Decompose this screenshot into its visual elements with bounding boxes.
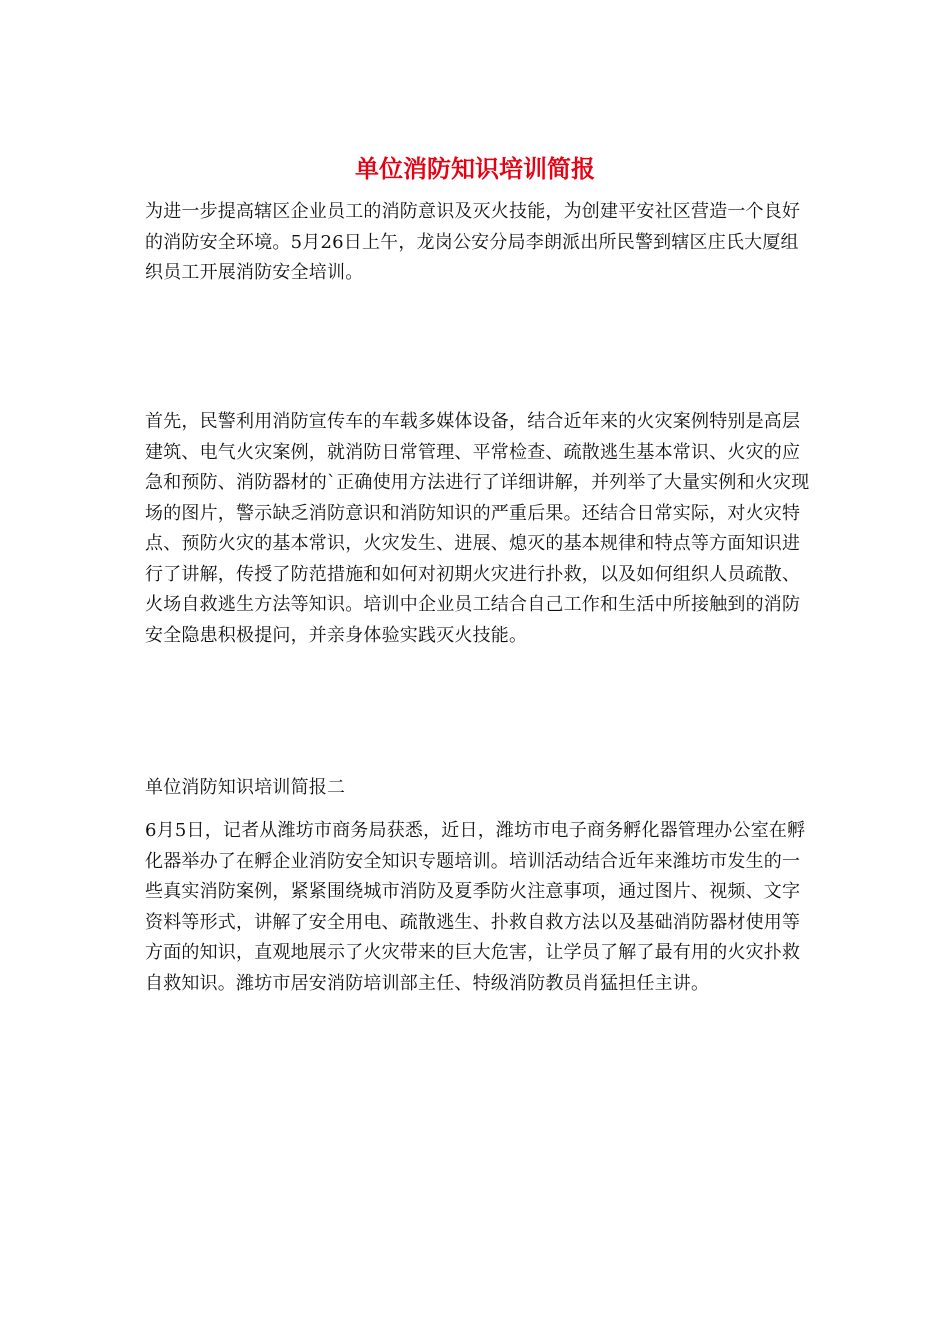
second-report-paragraph: 6月5日，记者从潍坊市商务局获悉，近日，潍坊市电子商务孵化器管理办公室在孵化器举办了在孵企业消防安全知识专题培训。培训活动结合近年来潍坊市发生的一些真实消防案例，紧紧围绕城市消防及夏季防火注意事项，通过图片、视频、文字资料等形式，讲解了安全用电、疏散逃生、扑救自救方法以及基础消防器材使用等方面的知识，直观地展示了火灾带来的巨大危害，让学员了解了最有用的火灾扑救自救知识。潍坊市居安消防培训部主任、特级消防教员肖猛担任主讲。 <box>145 820 806 994</box>
body-paragraph: 首先，民警利用消防宣传车的车载多媒体设备，结合近年来的火灾案例特别是高层建筑、电气火灾案例，就消防日常管理、平常检查、疏散逃生基本常识、火灾的应急和预防、消防器材的`正确使用方法进行了详细讲解，并列举了大量实例和火灾现场的图片，警示缺乏消防意识和消防知识的严重后果。还结合日常实际，对火灾特点、预防火灾的基本常识，火灾发生、进展、熄灭的基本规律和特点等方面知识进行了讲解，传授了防范措施和如何对初期火灾进行扑救，以及如何组织人员疏散、火场自救逃生方法等知识。培训中企业员工结合自己工作和生活中所接触到的消防安全隐患积极提问，并亲身体验实践灭火技能。 <box>145 411 810 646</box>
document-title: 单位消防知识培训简报 <box>355 154 595 183</box>
section-subtitle: 单位消防知识培训简报二 <box>145 777 346 798</box>
intro-paragraph: 为进一步提高辖区企业员工的消防意识及灭火技能，为创建平安社区营造一个良好的消防安全环境。5月26日上午，龙岗公安分局李朗派出所民警到辖区庄氏大厦组织员工开展消防安全培训。 <box>145 201 801 283</box>
